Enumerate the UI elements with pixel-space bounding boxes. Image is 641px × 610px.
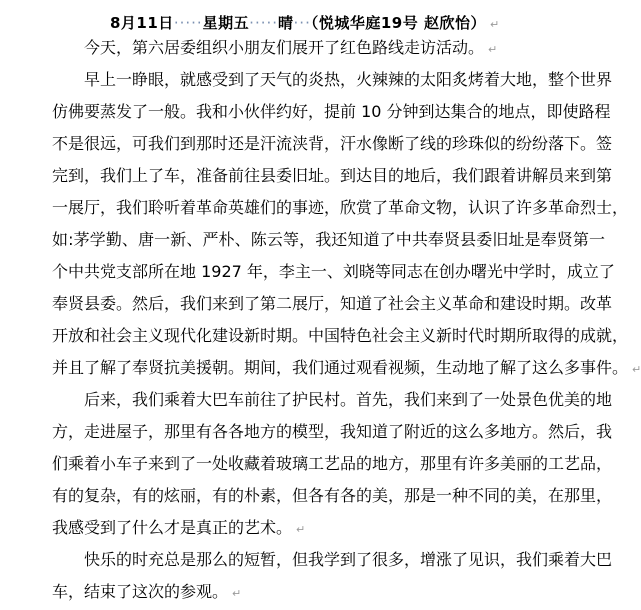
text-line (52, 452, 613, 476)
line-text: 我感受到了什么才是真正的艺术。 (52, 518, 293, 537)
date: 8月11日 (110, 14, 174, 32)
text-line (84, 388, 613, 412)
line-text: 们乘着小车子来到了一处收藏着玻璃工艺品的地方，那里有许多美丽的工艺品， (52, 454, 613, 473)
paragraph-mark-icon: ↵ (489, 18, 500, 31)
text-line (84, 548, 613, 572)
line-text: 开放和社会主义现代化建设新时期。中国特色社会主义新时代时期所取得的成就， (52, 326, 629, 345)
text-line (52, 228, 605, 252)
paragraph-mark-icon: ↵ (632, 363, 641, 376)
text-line (52, 356, 641, 380)
text-line (52, 196, 629, 220)
line-text: 早上一睁眼，就感受到了天气的炎热，火辣辣的太阳炙烤着大地，整个世界 (84, 70, 613, 89)
text-line (52, 164, 613, 188)
text-line (84, 68, 613, 92)
line-text: 如:茅学勤、唐一新、严朴、陈云等，我还知道了中共奉贤县委旧址是奉贤第一 (52, 230, 605, 249)
text-line (52, 580, 605, 604)
line-text: 车，结束了这次的参观。 (52, 582, 229, 601)
paragraph-mark-icon: ↵ (296, 523, 306, 536)
weekday: 星期五 (202, 14, 250, 32)
line-text: 奉贤县委。然后，我们来到了第二展厅，知道了社会主义革命和建设时期。改革 (52, 294, 613, 313)
line-text: 并且了解了奉贤抗美援朝。期间，我们通过观看视频，生动地了解了这么多事件。 (52, 358, 629, 377)
text-line (84, 36, 605, 60)
paragraph-mark-icon: ↵ (232, 587, 242, 600)
line-text: 快乐的时充总是那么的短暂，但我学到了很多，增涨了见识，我们乘着大巴 (84, 550, 613, 569)
weather: 晴 (278, 14, 294, 32)
leader-dots: ··· (293, 14, 311, 32)
line-text: 今天，第六居委组织小朋友们展开了红色路线走访活动。 (84, 38, 485, 57)
line-text: 后来，我们乘着大巴车前往了护民村。首先，我们来到了一处景色优美的地 (84, 390, 613, 409)
line-text: 有的复杂，有的炫丽，有的朴素，但各有各的美，那是一种不同的美，在那里， (52, 486, 613, 505)
document-title (110, 12, 580, 36)
line-text: 不是很远，可我们到那时还是汗流浃背，汗水像断了线的珍珠似的纷纷落下。签 (52, 134, 613, 153)
paragraph-mark-icon: ↵ (488, 43, 498, 56)
text-line (52, 484, 613, 508)
line-text: 方，走进屋子，那里有各各地方的模型，我知道了附近的这么多地方。然后，我 (52, 422, 613, 441)
line-text: 仿佛要蒸发了一般。我和小伙伴约好，提前 10 分钟到达集合的地点，即使路程 (52, 102, 611, 121)
text-line (52, 132, 613, 156)
leader-dots: ····· (249, 14, 279, 32)
line-text: 完到，我们上了车，准备前往县委旧址。到达目的地后，我们跟着讲解员来到第 (52, 166, 613, 185)
text-line (52, 324, 629, 348)
text-line (52, 420, 613, 444)
text-line (52, 100, 611, 124)
text-line (52, 292, 613, 316)
leader-dots: ····· (173, 14, 203, 32)
text-line (52, 516, 605, 540)
author-info: （悦城华庭19号 赵欣怡） (310, 14, 486, 32)
line-text: 个中共党支部所在地 1927 年，李主一、刘晓等同志在创办曙光中学时，成立了 (52, 262, 615, 281)
text-line (52, 260, 615, 284)
line-text: 一展厅，我们聆听着革命英雄们的事迹，欣赏了革命文物，认识了许多革命烈士， (52, 198, 629, 217)
